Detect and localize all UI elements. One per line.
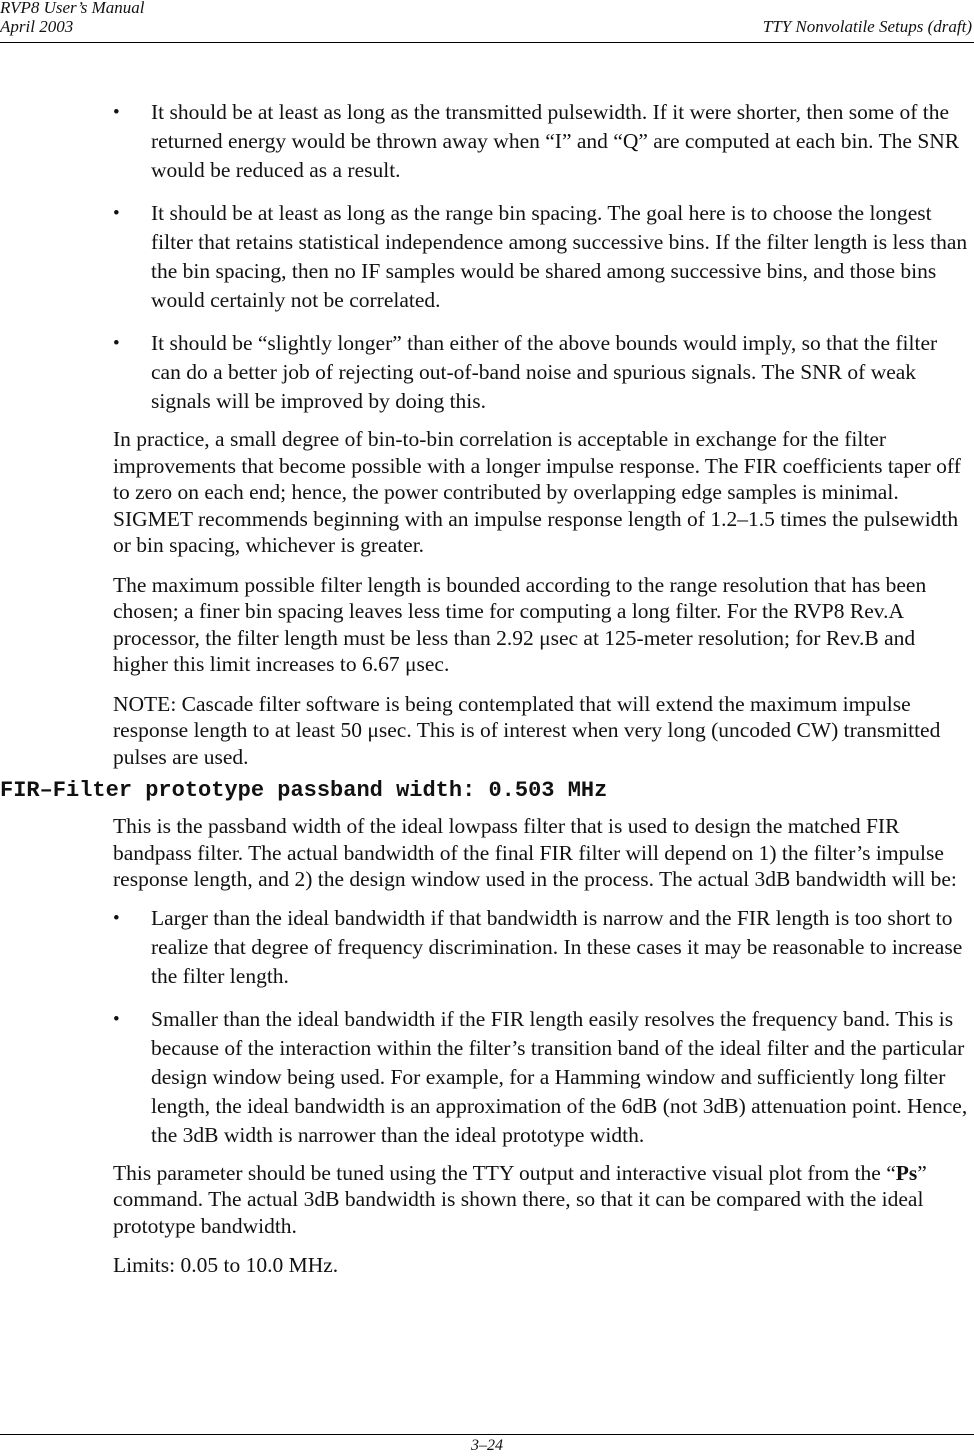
- page-header: [0, 0, 974, 44]
- page-number: 3–24: [471, 1437, 503, 1454]
- tuning-paragraph: [113, 1160, 973, 1240]
- bullet-text: It should be at least as long as the range bin spacing. The goal here is to choose the longest filter that retains statistical independence among successive bins. If the filter length is less than the bin spacing, then no IF samples would be shared among successive bins, and those bins would certainly not be correlated.: [151, 201, 968, 312]
- tuning-text-pre: This parameter should be tuned using the TTY output and interactive visual plot from the “: [113, 1160, 896, 1185]
- footer-rule: [0, 1434, 974, 1435]
- manual-title: RVP8 User’s Manual: [0, 0, 145, 17]
- header-rule: [0, 42, 974, 43]
- bullet-icon: •: [113, 102, 120, 123]
- tuning-text-post: ” command. The actual 3dB bandwidth is shown there, so that it can be compared with the ideal prototype bandwidth.: [113, 1160, 927, 1238]
- paragraph: The maximum possible filter length is bounded according to the range resolution that has been chosen; a finer bin spacing leaves less time for computing a long filter. For the RVP8 Rev.A processor, the filter length must be less than 2.92 μsec at 125-meter resolution; for Rev.B and higher this limit increases to 6.67 μsec.: [113, 572, 927, 676]
- bullet-icon: •: [113, 203, 120, 224]
- bullet-item: [113, 98, 969, 185]
- bullet-item: [113, 329, 969, 416]
- header-date: April 2003: [0, 17, 74, 36]
- limits-text: Limits: 0.05 to 10.0 MHz.: [113, 1253, 339, 1277]
- bullet-icon: •: [113, 907, 120, 929]
- page-body: [0, 98, 974, 1292]
- bullet-item: [113, 904, 969, 991]
- section-intro: This is the passband width of the ideal lowpass filter that is used to design the matched FIR bandpass filter. The actual bandwidth of the final FIR filter will depend on 1) the filter’s impulse response length, and 2) the design window used in the process. The actual 3dB bandwidth will be:: [113, 814, 957, 891]
- bullet-item: [113, 199, 969, 315]
- paragraph: In practice, a small degree of bin-to-bin correlation is acceptable in exchange for the filter improvements that become possible with a longer impulse response. The FIR coefficients taper off to zero on each end; hence, the power contributed by overlapping edge samples is minimal. SIGMET recommends beginning with an impulse response length of 1.2–1.5 times the pulsewidth or bin spacing, whichever is greater.: [113, 427, 961, 557]
- note-paragraph: NOTE: Cascade filter software is being contemplated that will extend the maximum impulse response length to at least 50 μsec. This is of interest when very long (uncoded CW) transmitted pulses are used.: [113, 691, 941, 769]
- bullet-text: Larger than the ideal bandwidth if that bandwidth is narrow and the FIR length is too short to realize that degree of frequency discrimination. In these cases it may be reasonable to increase the filter length.: [151, 905, 963, 988]
- bullet-icon: •: [113, 333, 120, 354]
- bullet-item: [113, 1005, 969, 1150]
- bullet-text: It should be at least as long as the transmitted pulsewidth. If it were shorter, then some of the returned energy would be thrown away when “I” and “Q” are computed at each bin. The SNR would be reduced as a result.: [151, 100, 960, 182]
- header-left: [0, 0, 145, 36]
- bullet-text: It should be “slightly longer” than either of the above bounds would imply, so that the filter can do a better job of rejecting out-of-band noise and spurious signals. The SNR of weak signals will be improved by doing this.: [151, 331, 938, 413]
- section-heading: FIR–Filter prototype passband width: 0.503 MHz: [0, 778, 608, 803]
- section-title: TTY Nonvolatile Setups (draft): [762, 17, 972, 36]
- bullet-text: Smaller than the ideal bandwidth if the FIR length easily resolves the frequency band. This is because of the interaction within the filter’s transition band of the ideal filter and the particular design window being used. For example, for a Hamming window and sufficiently long filter length, the ideal bandwidth is an approximation of the 6dB (not 3dB) attenuation point. Hence, the 3dB width is narrower than the ideal prototype width.: [151, 1006, 968, 1147]
- bullet-icon: •: [113, 1008, 120, 1030]
- ps-command: Ps: [895, 1160, 918, 1185]
